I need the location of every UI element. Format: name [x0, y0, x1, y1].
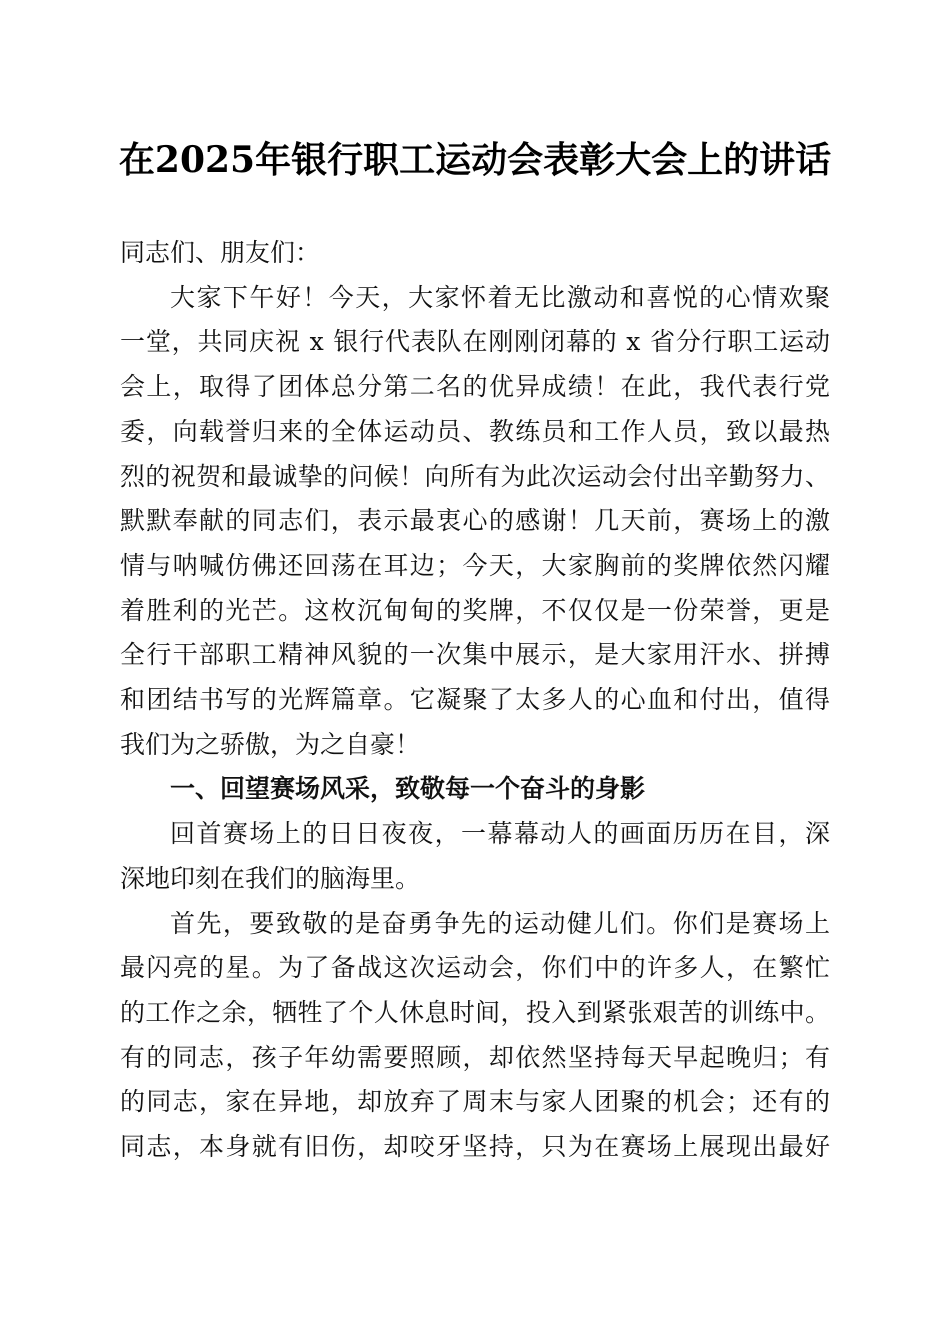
- text-line: 一堂，共同庆祝 x 银行代表队在刚刚闭幕的 x 省分行职工运动: [120, 327, 831, 356]
- text-line: 同志，本身就有旧伤，却咬牙坚持，只为在赛场上展现出最好: [120, 1132, 832, 1161]
- text-line: 和团结书写的光辉篇章。它凝聚了太多人的心血和付出，值得: [120, 685, 832, 714]
- text-line: 情与呐喊仿佛还回荡在耳边；今天，大家胸前的奖牌依然闪耀: [120, 551, 832, 580]
- text-line: 首先，要致敬的是奋勇争先的运动健儿们。你们是赛场上: [170, 909, 832, 938]
- text-line: 深地印刻在我们的脑海里。: [120, 864, 421, 893]
- page-title: 在2025年银行职工运动会表彰大会上的讲话: [118, 139, 832, 181]
- text-line: 全行干部职工精神风貌的一次集中展示，是大家用汗水、拼搏: [120, 640, 832, 669]
- text-line: 着胜利的光芒。这枚沉甸甸的奖牌，不仅仅是一份荣誉，更是: [120, 596, 832, 625]
- text-line: 默默奉献的同志们，表示最衷心的感谢！几天前，赛场上的激: [120, 506, 832, 535]
- text-line: 我们为之骄傲，为之自豪！: [120, 730, 421, 759]
- text-line: 的同志，家在异地，却放弃了周末与家人团聚的机会；还有的: [120, 1087, 832, 1116]
- section-heading: 一、回望赛场风采，致敬每一个奋斗的身影: [170, 774, 646, 803]
- text-line: 烈的祝贺和最诚挚的问候！向所有为此次运动会付出辛勤努力、: [120, 462, 831, 491]
- text-line: 会上，取得了团体总分第二名的优异成绩！在此，我代表行党: [120, 372, 832, 401]
- text-line: 最闪亮的星。为了备战这次运动会，你们中的许多人，在繁忙: [120, 953, 832, 982]
- text-line: 的工作之余，牺牲了个人休息时间，投入到紧张艰苦的训练中。: [120, 998, 831, 1027]
- text-line: 委，向载誉归来的全体运动员、教练员和工作人员，致以最热: [120, 417, 832, 446]
- text-line: 有的同志，孩子年幼需要照顾，却依然坚持每天早起晚归；有: [120, 1043, 832, 1072]
- text-line: 回首赛场上的日日夜夜，一幕幕动人的画面历历在目，深: [170, 819, 832, 848]
- text-line: 同志们、朋友们：: [120, 238, 321, 267]
- text-line: 大家下午好！今天，大家怀着无比激动和喜悦的心情欢聚: [170, 283, 832, 312]
